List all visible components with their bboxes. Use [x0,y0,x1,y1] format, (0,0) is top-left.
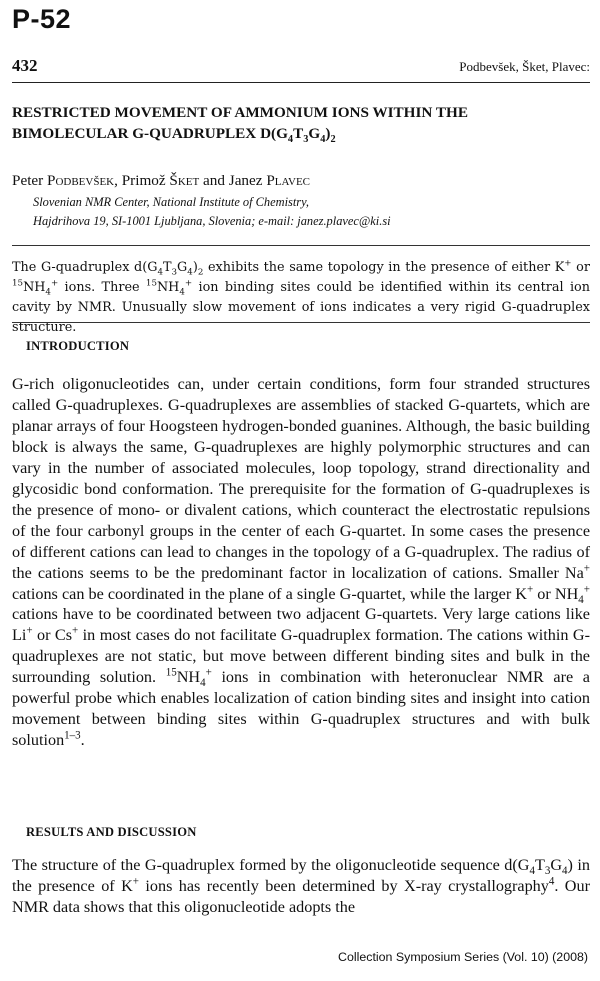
author-2: Primož Šket [121,172,200,189]
abstract-bottom-rule [12,322,590,323]
affiliation-line-1: Slovenian NMR Center, National Institute of Chemistry, [33,195,310,209]
affiliation-line-2: Hajdrihova 19, SI-1001 Ljubljana, Slovenia; e-mail: janez.plavec@ki.si [33,214,391,228]
reference-marker: 4 [548,875,555,888]
results-paragraph: The structure of the G-quadruplex formed by the oligonucleotide sequence $d(G_4T_3G_4)$ in the presence of K+ ions has recently been determined by X-ray crystallography$^4$. Our NMR data shows that this oligonucleotide adopts the [12,856,590,916]
author-3: Janez Plavec [228,172,311,189]
abstract-top-rule [12,245,590,246]
title-line-1: RESTRICTED MOVEMENT OF AMMONIUM IONS WITHIN THE [12,104,468,121]
reference-marker: 1–3 [64,729,81,742]
section-heading-introduction: INTRODUCTION [26,339,130,353]
affiliation [33,193,391,231]
page-footer: Collection Symposium Series (Vol. 10) (2008) [338,950,588,964]
page-number: 432 [12,56,38,75]
title-line-2: BIMOLECULAR G-QUADRUPLEX $D(G_4T_3G_4)_2$ [12,125,336,146]
running-head: Podbevšek, Šket, Plavec: [459,59,590,74]
section-heading-results: RESULTS AND DISCUSSION [26,825,197,839]
author-1: Peter Podbevšek [12,172,115,189]
introduction-paragraph: G-rich oligonucleotides can, under certain conditions, form four stranded structures called G-quadruplexes. G-quadruplexes are assemblies of stacked G-quartets, which are planar arrays of four Hoogsteen hydrogen-bonded guanines. Although, the basic building block is always the same, G-quadruplexes are highly polymorphic structures and can vary in the number of associated molecules, loop topology, strand directionality and glycosidic bond conformation. The prerequisite for the formation of G-quadruplexes is the presence of mono- or divalent cations, which counteract the electrostatic repulsions of the four carbonyl groups in the center of each G-quartet. In some cases the presence of different cations can lead to changes in the topology of a G-quadruplex. The radius of the cations seems to be the predominant factor in localization of cations. Smaller Na+ cations can be coordinated in the plane of a single G-quartet, while the larger K+ or $NH_4^+$ cations have to be coordinated between two adjacent G-quartets. Very large cations like Li+ or Cs+ in most cases do not facilitate G-quadruplex formation. The cations within G-quadruplexes are not static, but move between different binding sites and bulk in the surrounding solution. $^{15}NH_4^+$ ions in combination with heteronuclear NMR are a powerful probe which enables localization of cation binding sites and insight into cation movement between binding sites within G-quadruplex structures and with bulk solution$^{1-3}$. [12,375,590,750]
article-title [12,102,587,144]
page-header [12,56,590,83]
poster-code: P-52 [12,4,72,34]
author-list: Peter Podbevšek, Primož Šket and Janez Plavec [12,172,311,189]
abstract: The G-quadruplex $d(G_4T_3G_4)_2$ exhibits the same topology in the presence of either K+ or $^{15}NH_4^+$ ions. Three $^{15}NH_4^+$ ion binding sites could be identified within its central ion cavity by NMR. Unusually slow movement of ions indicates a very rigid G-quadruplex structure. [12,258,590,335]
